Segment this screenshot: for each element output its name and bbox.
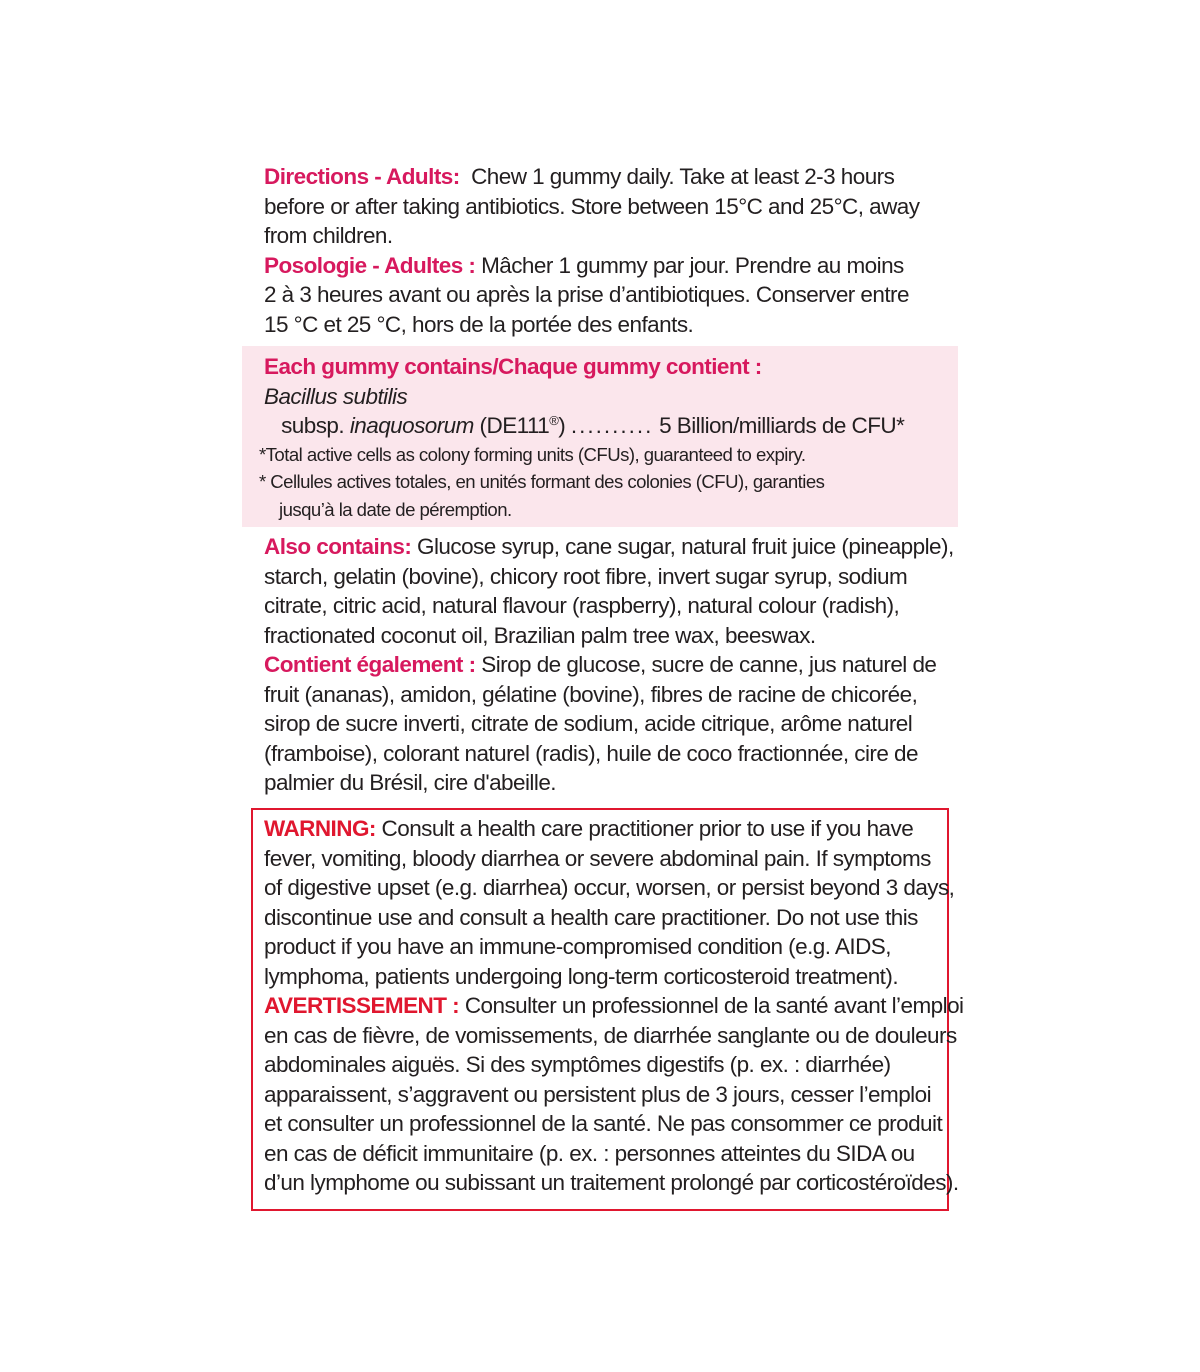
- directions-en-line-2: before or after taking antibiotics. Store between 15°C and 25°C, away: [264, 193, 920, 219]
- warning-fr-line-3: abdominales aiguës. Si des symptômes digestifs (p. ex. : diarrhée): [264, 1052, 891, 1077]
- also-contains-section: [264, 532, 954, 798]
- also-fr-text-1: Sirop de glucose, sucre de canne, jus naturel de: [481, 652, 937, 677]
- warning-fr-line-1: [264, 991, 964, 1021]
- leader-dots: ..........: [570, 413, 654, 438]
- directions-section: [264, 162, 954, 339]
- ingredient-row: [264, 411, 954, 441]
- also-fr-line-3: sirop de sucre inverti, citrate de sodium, acide citrique, arôme naturel: [264, 711, 913, 736]
- warning-fr-line-7: d’un lymphome ou subissant un traitement prolongé par corticostéroïdes).: [264, 1170, 959, 1195]
- ingredient-amount: 5 Billion/milliards de CFU*: [659, 413, 905, 438]
- warning-en-line-1: [264, 814, 954, 844]
- strain-name: (DE111: [479, 413, 550, 438]
- warning-fr-text-1: Consulter un professionnel de la santé avant l’emploi: [464, 993, 964, 1018]
- also-fr-label: Contient également :: [264, 652, 476, 677]
- directions-en-label: Directions - Adults:: [264, 164, 460, 189]
- also-fr-line-5: palmier du Brésil, cire d'abeille.: [264, 770, 556, 795]
- directions-en-line-1: [264, 162, 954, 192]
- directions-fr-line-2: 2 à 3 heures avant ou après la prise d’antibiotiques. Conserver entre: [264, 282, 909, 307]
- footnote-en: *Total active cells as colony forming units (CFUs), guaranteed to expiry.: [259, 443, 806, 465]
- warning-fr-line-2: en cas de fièvre, de vomissements, de diarrhée sanglante ou de douleurs: [264, 1022, 957, 1048]
- also-en-label: Also contains:: [264, 534, 412, 559]
- also-en-text-1: Glucose syrup, cane sugar, natural fruit juice (pineapple),: [417, 534, 954, 559]
- warning-en-line-2: fever, vomiting, bloody diarrhea or severe abdominal pain. If symptoms: [264, 845, 931, 871]
- warning-fr-label: AVERTISSEMENT :: [264, 993, 460, 1018]
- subsp-name: inaquosorum: [349, 413, 474, 438]
- also-en-line-4: fractionated coconut oil, Brazilian palm tree wax, beeswax.: [264, 622, 816, 648]
- also-en-line-2: starch, gelatin (bovine), chicory root fibre, invert sugar syrup, sodium: [264, 563, 908, 589]
- directions-en-line-3: from children.: [264, 223, 393, 248]
- directions-fr-label: Posologie - Adultes :: [264, 252, 476, 278]
- ingredients-section: [259, 352, 954, 523]
- also-fr-line-4: (framboise), colorant naturel (radis), huile de coco fractionnée, cire de: [264, 740, 918, 766]
- subsp-prefix: subsp.: [281, 413, 345, 438]
- ingredients-heading: Each gummy contains/Chaque gummy contient :: [264, 354, 762, 379]
- directions-en-text-1: Chew 1 gummy daily. Take at least 2-3 hours: [471, 164, 895, 189]
- footnote-fr-line-1: * Cellules actives totales, en unités formant des colonies (CFU), garanties: [259, 471, 825, 492]
- warning-en-line-5: product if you have an immune-compromised condition (e.g. AIDS,: [264, 934, 891, 959]
- warning-section: [264, 814, 964, 1198]
- warning-en-line-4: discontinue use and consult a health care practitioner. Do not use this: [264, 904, 918, 930]
- warning-en-label: WARNING:: [264, 816, 376, 841]
- warning-en-line-6: lymphoma, patients undergoing long-term corticosteroid treatment).: [264, 963, 899, 989]
- also-en-line-3: citrate, citric acid, natural flavour (raspberry), natural colour (radish),: [264, 593, 900, 618]
- footnote-fr-line-2: jusqu’à la date de péremption.: [279, 498, 512, 520]
- directions-fr-line-3: 15 °C et 25 °C, hors de la portée des enfants.: [264, 311, 694, 337]
- organism-name: Bacillus subtilis: [264, 383, 408, 409]
- also-fr-line-1: [264, 650, 954, 680]
- strain-close: ): [558, 413, 566, 438]
- also-fr-line-2: fruit (ananas), amidon, gélatine (bovine), fibres de racine de chicorée,: [264, 681, 918, 707]
- warning-fr-line-4: apparaissent, s’aggravent ou persistent plus de 3 jours, cesser l’emploi: [264, 1081, 932, 1107]
- registered-mark: ®: [549, 413, 559, 428]
- directions-fr-line-1: [264, 251, 954, 281]
- directions-fr-text-1: Mâcher 1 gummy par jour. Prendre au moins: [481, 252, 904, 278]
- warning-fr-line-6: en cas de déficit immunitaire (p. ex. : personnes atteintes du SIDA ou: [264, 1140, 915, 1166]
- warning-en-text-1: Consult a health care practitioner prior to use if you have: [381, 816, 914, 841]
- also-en-line-1: [264, 532, 954, 562]
- warning-fr-line-5: et consulter un professionnel de la santé. Ne pas consommer ce produit: [264, 1111, 943, 1136]
- warning-en-line-3: of digestive upset (e.g. diarrhea) occur, worsen, or persist beyond 3 days,: [264, 875, 955, 900]
